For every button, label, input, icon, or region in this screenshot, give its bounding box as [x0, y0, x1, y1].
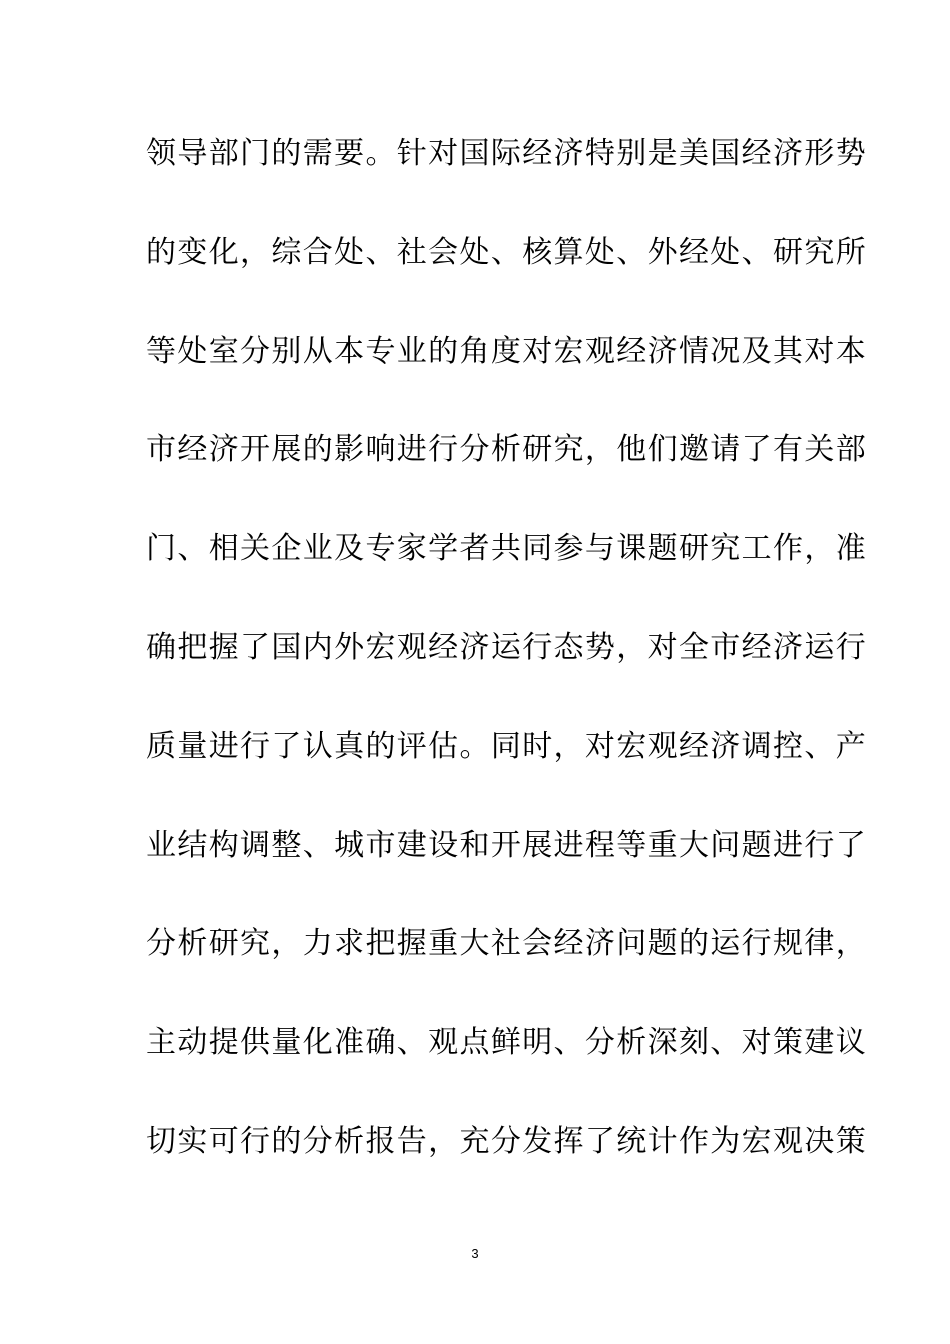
text-line: 分析研究，力求把握重大社会经济问题的运行规律， [146, 926, 868, 962]
text-line: 门、相关企业及专家学者共同参与课题研究工作，准 [146, 531, 868, 567]
text-line: 领导部门的需要。针对国际经济特别是美国经济形势 [146, 136, 868, 171]
text-line: 的变化，综合处、社会处、核算处、外经处、研究所 [146, 234, 868, 270]
text-line: 确把握了国内外宏观经济运行态势，对全市经济运行 [146, 629, 868, 665]
text-line: 主动提供量化准确、观点鲜明、分析深刻、对策建议 [146, 1025, 868, 1061]
text-line: 市经济开展的影响进行分析研究，他们邀请了有关部 [146, 432, 868, 468]
text-line: 质量进行了认真的评估。同时，对宏观经济调控、产 [146, 728, 868, 764]
text-line: 等处室分别从本专业的角度对宏观经济情况及其对本 [146, 333, 868, 369]
body-text [146, 124, 868, 1211]
text-line: 业结构调整、城市建设和开展进程等重大问题进行了 [146, 827, 868, 863]
page-number: 3 [471, 1246, 479, 1261]
text-line: 切实可行的分析报告，充分发挥了统计作为宏观决策 [146, 1123, 868, 1159]
